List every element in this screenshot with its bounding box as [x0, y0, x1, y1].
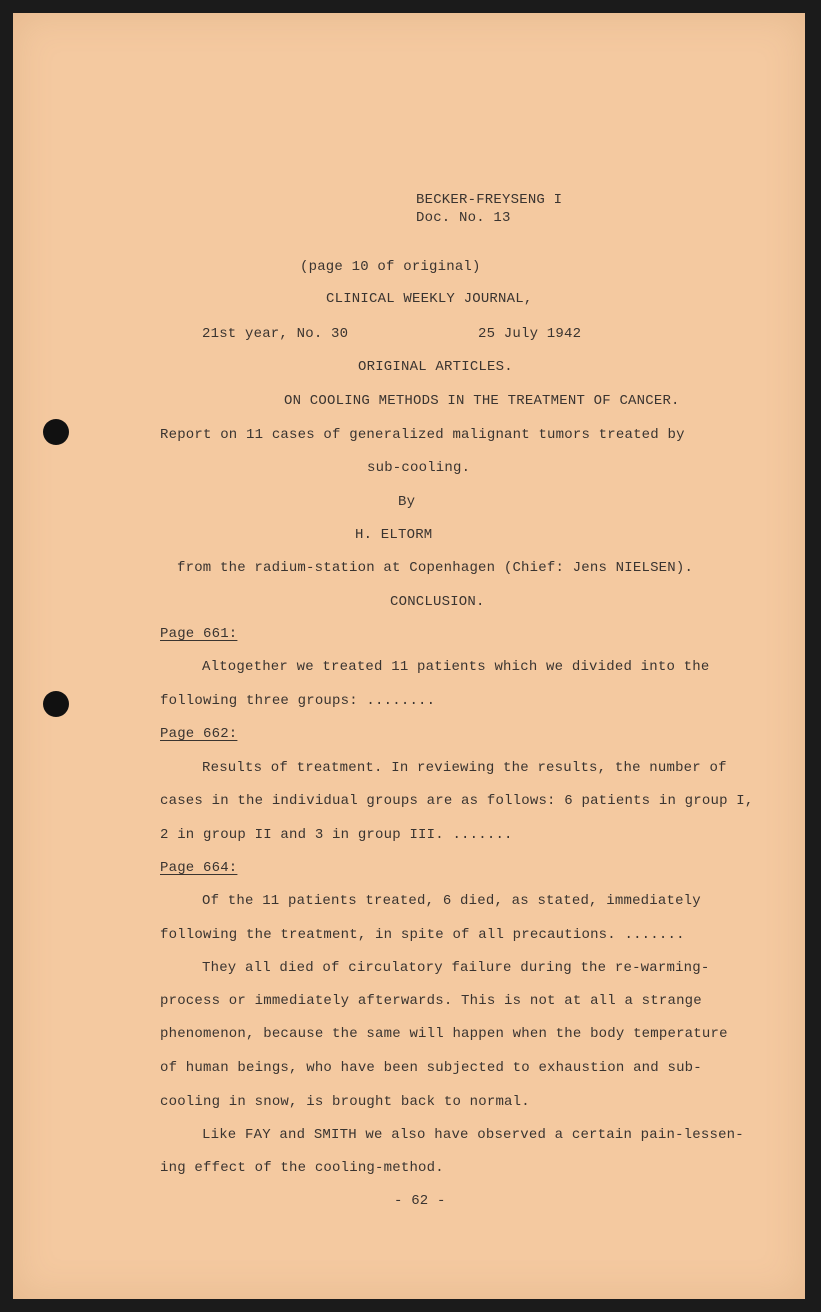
- section-heading: ORIGINAL ARTICLES.: [358, 359, 513, 375]
- page-662-heading: Page 662:: [160, 726, 238, 742]
- p664-line7: cooling in snow, is brought back to normal.: [160, 1094, 530, 1110]
- journal-name: CLINICAL WEEKLY JOURNAL,: [326, 291, 533, 307]
- page-664-heading: Page 664:: [160, 860, 238, 876]
- author-name: H. ELTORM: [355, 527, 433, 543]
- page-number: - 62 -: [394, 1193, 446, 1209]
- p661-line1: Altogether we treated 11 patients which we divided into the: [202, 659, 710, 675]
- doc-ref-line2: Doc. No. 13: [416, 210, 511, 226]
- p662-line3: 2 in group II and 3 in group III. .......: [160, 827, 513, 843]
- p664-line5: phenomenon, because the same will happen when the body temperature: [160, 1026, 728, 1042]
- p664-line6: of human beings, who have been subjected to exhaustion and sub-: [160, 1060, 702, 1076]
- p664-line1: Of the 11 patients treated, 6 died, as stated, immediately: [202, 893, 701, 909]
- conclusion-heading: CONCLUSION.: [390, 594, 485, 610]
- p662-line2: cases in the individual groups are as follows: 6 patients in group I,: [160, 793, 754, 809]
- issue-number: 21st year, No. 30: [202, 326, 349, 342]
- page-661-heading: Page 661:: [160, 626, 238, 642]
- p664-line4: process or immediately afterwards. This is not at all a strange: [160, 993, 702, 1009]
- byline: By: [398, 494, 416, 510]
- article-subtitle-line2: sub-cooling.: [367, 460, 471, 476]
- article-title: ON COOLING METHODS IN THE TREATMENT OF CANCER.: [284, 393, 680, 409]
- issue-date: 25 July 1942: [478, 326, 582, 342]
- p662-line1: Results of treatment. In reviewing the results, the number of: [202, 760, 727, 776]
- p664-line9: ing effect of the cooling-method.: [160, 1160, 444, 1176]
- punch-hole-lower: [43, 691, 69, 717]
- doc-ref-line1: BECKER-FREYSENG I: [416, 192, 563, 208]
- p664-line8: Like FAY and SMITH we also have observed a certain pain-lessen-: [202, 1127, 744, 1143]
- author-affiliation: from the radium-station at Copenhagen (Chief: Jens NIELSEN).: [177, 560, 694, 576]
- article-subtitle-line1: Report on 11 cases of generalized malignant tumors treated by: [160, 427, 685, 443]
- p664-line3: They all died of circulatory failure during the re-warming-: [202, 960, 710, 976]
- page-note: (page 10 of original): [300, 259, 481, 275]
- punch-hole-upper: [43, 419, 69, 445]
- p661-line2: following three groups: ........: [160, 693, 436, 709]
- p664-line2: following the treatment, in spite of all precautions. .......: [160, 927, 685, 943]
